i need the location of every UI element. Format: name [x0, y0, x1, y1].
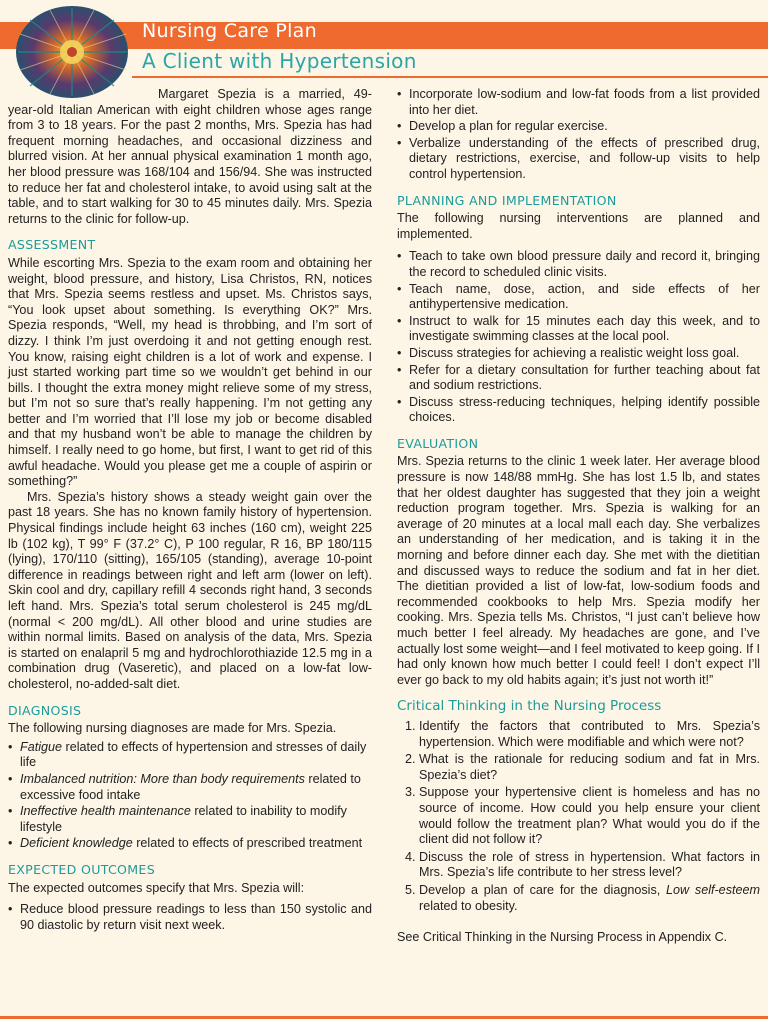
page-title: Nursing Care Plan — [142, 20, 317, 42]
list-item: 3. Suppose your hypertensive client is homeless and has no source of income. How could you help ensure your client would follow the treatment plan? What would you do if the client did not follow it? — [405, 785, 760, 847]
critical-thinking-heading: Critical Thinking in the Nursing Process — [397, 698, 662, 715]
planning-list — [397, 249, 760, 426]
list-item: • Reduce blood pressure readings to less than 150 systolic and 90 diastolic by return visit next week. — [8, 902, 372, 933]
diagnosis-heading: DIAGNOSIS — [8, 702, 82, 718]
assessment-paragraph-1: While escorting Mrs. Spezia to the exam room and obtaining her weight, blood pressure, and history, Lisa Christos, RN, notices that Mrs. Spezia seems restless and upset. Ms. Christos says, “You look upset about something. Is everything OK?” Mrs. Spezia responds, “Well, my head is throbbing, and I’m sort of dizzy. I think I’m just overdoing it and not getting enough rest. You know, raising eight children is a lot of work and expense. I just started working part time so we wouldn’t get behind in our bills. I thought the extra money might relieve some of my stress, but I’m not so sure that’s really happening. I’m not getting any better and I’m worried that I’ll lose my job or become disabled and that my husband won’t be able to manage the children by himself. I really need to go home, but first, I want to get rid of this awful headache. Would you please get me a couple of aspirin or something?” — [8, 255, 372, 489]
assessment-heading: ASSESSMENT — [8, 237, 96, 253]
critical-thinking-list — [397, 719, 760, 914]
left-column — [8, 87, 372, 934]
list-item: • Deficient knowledge related to effects of prescribed treatment — [8, 836, 372, 852]
list-item: • Teach to take own blood pressure daily and record it, bringing the record to scheduled clinic visits. — [397, 249, 760, 280]
list-item: 5. Develop a plan of care for the diagnosis, Low self-esteem related to obesity. — [405, 882, 760, 913]
list-item: • Discuss strategies for achieving a realistic weight loss goal. — [397, 346, 760, 362]
right-column — [397, 87, 760, 946]
list-item: • Refer for a dietary consultation for further teaching about fat and sodium restrictions. — [397, 363, 760, 394]
list-item: • Incorporate low-sodium and low-fat foods from a list provided into her diet. — [397, 87, 760, 118]
assessment-paragraph-2: Mrs. Spezia’s history shows a steady weight gain over the past 18 years. She has no known family history of hypertension. Physical findings include height 63 inches (160 cm), weight 225 lb (102 kg), T 99° F (37.2° C), P 100 regular, R 16, BP 180/115 (lying), 170/110 (sitting), 165/105 (standing), average 10-point difference in readings between right and left arm (lower on left). Skin cool and dry, capillary refill 4 seconds right hand, 3 seconds left hand. Mrs. Spezia’s total serum cholesterol is 245 mg/dL (normal < 200 mg/dL). All other blood and urine studies are within normal limits. Based on analysis of the data, Mrs. Spezia is started on enalapril 5 mg and hydrochlorothiazide 12.5 mg in a combination drug (Vaseretic), and placed on a low-fat low-cholesterol, no-added-salt diet. — [8, 489, 372, 691]
intro-paragraph: Margaret Spezia is a married, 49-year-old Italian American with eight children whose ages range from 3 to 18 years. For the past 2 months, Mrs. Spezia has had frequent morning headaches, and occasional dizziness and blurred vision. At her annual physical examination 1 month ago, her blood pressure was 168/104 and 156/94. She was instructed to reduce her fat and cholesterol intake, to avoid using salt at the table, and to start walking for 30 to 45 minutes daily. Mrs. Spezia returns to the clinic for follow-up. — [8, 87, 372, 226]
list-item: • Fatigue related to effects of hypertension and stresses of daily life — [8, 740, 372, 771]
list-item: • Discuss stress-reducing techniques, helping identify possible choices. — [397, 395, 760, 426]
expected-outcomes-heading: EXPECTED OUTCOMES — [8, 861, 155, 877]
list-item: • Develop a plan for regular exercise. — [397, 119, 760, 135]
header-rule — [132, 76, 768, 78]
evaluation-heading: EVALUATION — [397, 435, 479, 451]
page-subtitle: A Client with Hypertension — [142, 49, 417, 73]
outcomes-list-left — [8, 902, 372, 933]
list-item: • Ineffective health maintenance related to inability to modify lifestyle — [8, 804, 372, 835]
planning-heading: PLANNING AND IMPLEMENTATION — [397, 192, 617, 208]
diagnosis-list — [8, 740, 372, 852]
list-item: 1. Identify the factors that contributed to Mrs. Spezia’s hypertension. Which were modifiable and which were not? — [405, 718, 760, 749]
list-item: • Teach name, dose, action, and side effects of her antihypertensive medication. — [397, 282, 760, 313]
decorative-burst-logo-icon — [14, 6, 132, 98]
evaluation-paragraph: Mrs. Spezia returns to the clinic 1 week later. Her average blood pressure is now 148/88 mmHg. She has lost 1.5 lb, and states that her oldest daughter has suggested that they join a weight reduction program together. Mrs. Spezia is walking for an average of 20 minutes at a local mall each day. She verbalizes an understanding of her medication, and is taking it in the morning and before dinner each day. She met with the dietitian and discussed ways to reduce the sodium and fat in her diet. The dietitian provided a list of low-fat, low-sodium foods and recommended cookbooks to help Mrs. Spezia modify her cooking. Mrs. Spezia tells Ms. Christos, “I just can’t believe how much better I feel already. My headaches are gone, and I’ve actually lost some weight—and I feel motivated to keep going. If I had only known how much better I could feel! I don’t expect I’ll ever go back to my old habits again; it’s just not worth it!” — [397, 454, 760, 687]
diagnosis-intro: The following nursing diagnoses are made for Mrs. Spezia. — [8, 721, 337, 736]
planning-intro: The following nursing interventions are planned and implemented. — [397, 211, 760, 241]
outcomes-intro: The expected outcomes specify that Mrs. Spezia will: — [8, 880, 305, 895]
see-also-note: See Critical Thinking in the Nursing Process in Appendix C. — [397, 930, 728, 945]
list-item: 4. Discuss the role of stress in hypertension. What factors in Mrs. Spezia’s life contribute to her stress level? — [405, 849, 760, 880]
outcomes-list-right — [397, 87, 760, 183]
list-item: • Instruct to walk for 15 minutes each day this week, and to investigate swimming classes at the local pool. — [397, 314, 760, 345]
list-item: • Verbalize understanding of the effects of prescribed drug, dietary restrictions, exercise, and follow-up visits to help control hypertension. — [397, 136, 760, 183]
list-item: 2. What is the rationale for reducing sodium and fat in Mrs. Spezia’s diet? — [405, 752, 760, 782]
list-item: • Imbalanced nutrition: More than body requirements related to excessive food intake — [8, 772, 372, 803]
